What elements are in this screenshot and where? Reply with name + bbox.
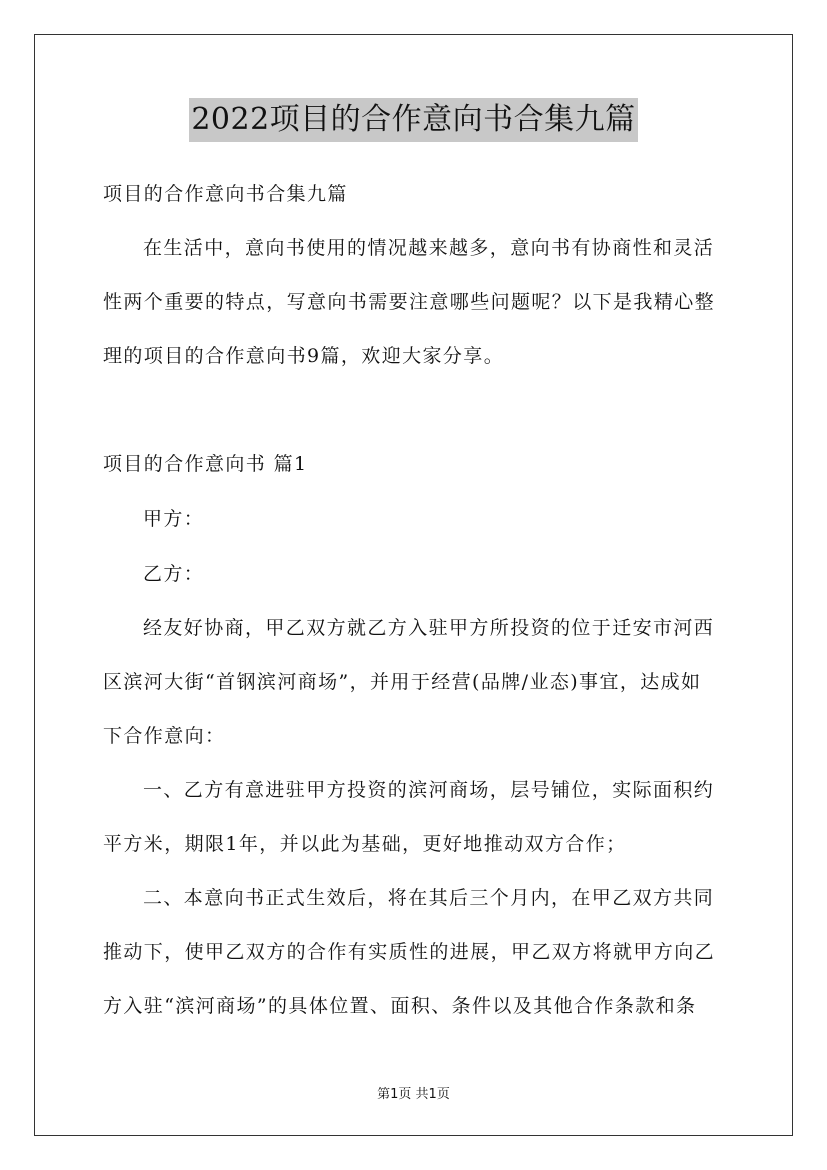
body-line: 经友好协商，甲乙双方就乙方入驻甲方所投资的位于迁安市河西 [143,617,715,639]
body-line: 乙方： [143,563,205,585]
body-line: 二、本意向书正式生效后，将在其后三个月内，在甲乙双方共同 [143,887,715,909]
document-title: 2022项目的合作意向书合集九篇 [189,98,637,142]
section-heading: 项目的合作意向书 篇1 [103,453,308,475]
body-line: 区滨河大街“首钢滨河商场”，并用于经营(品牌/业态)事宜，达成如 [103,671,702,693]
body-line: 平方米，期限1年，并以此为基础，更好地推动双方合作； [103,833,627,855]
body-line: 在生活中，意向书使用的情况越来越多，意向书有协商性和灵活 [143,237,715,259]
body-line: 性两个重要的特点，写意向书需要注意哪些问题呢？以下是我精心整 [103,291,716,313]
body-line: 甲方： [143,508,205,530]
body-line: 推动下，使甲乙双方的合作有实质性的进展，甲乙双方将就甲方向乙 [103,941,716,963]
body-line: 一、乙方有意进驻甲方投资的滨河商场，层号铺位，实际面积约 [143,779,715,801]
body-line: 方入驻“滨河商场”的具体位置、面积、条件以及其他合作条款和条 [103,995,697,1017]
body-line: 下合作意向： [103,725,226,747]
page-footer: 第1页 共1页 [377,1087,450,1102]
body-line: 理的项目的合作意向书9篇，欢迎大家分享。 [103,345,505,367]
subtitle-line: 项目的合作意向书合集九篇 [103,183,348,205]
title-container [0,98,827,142]
